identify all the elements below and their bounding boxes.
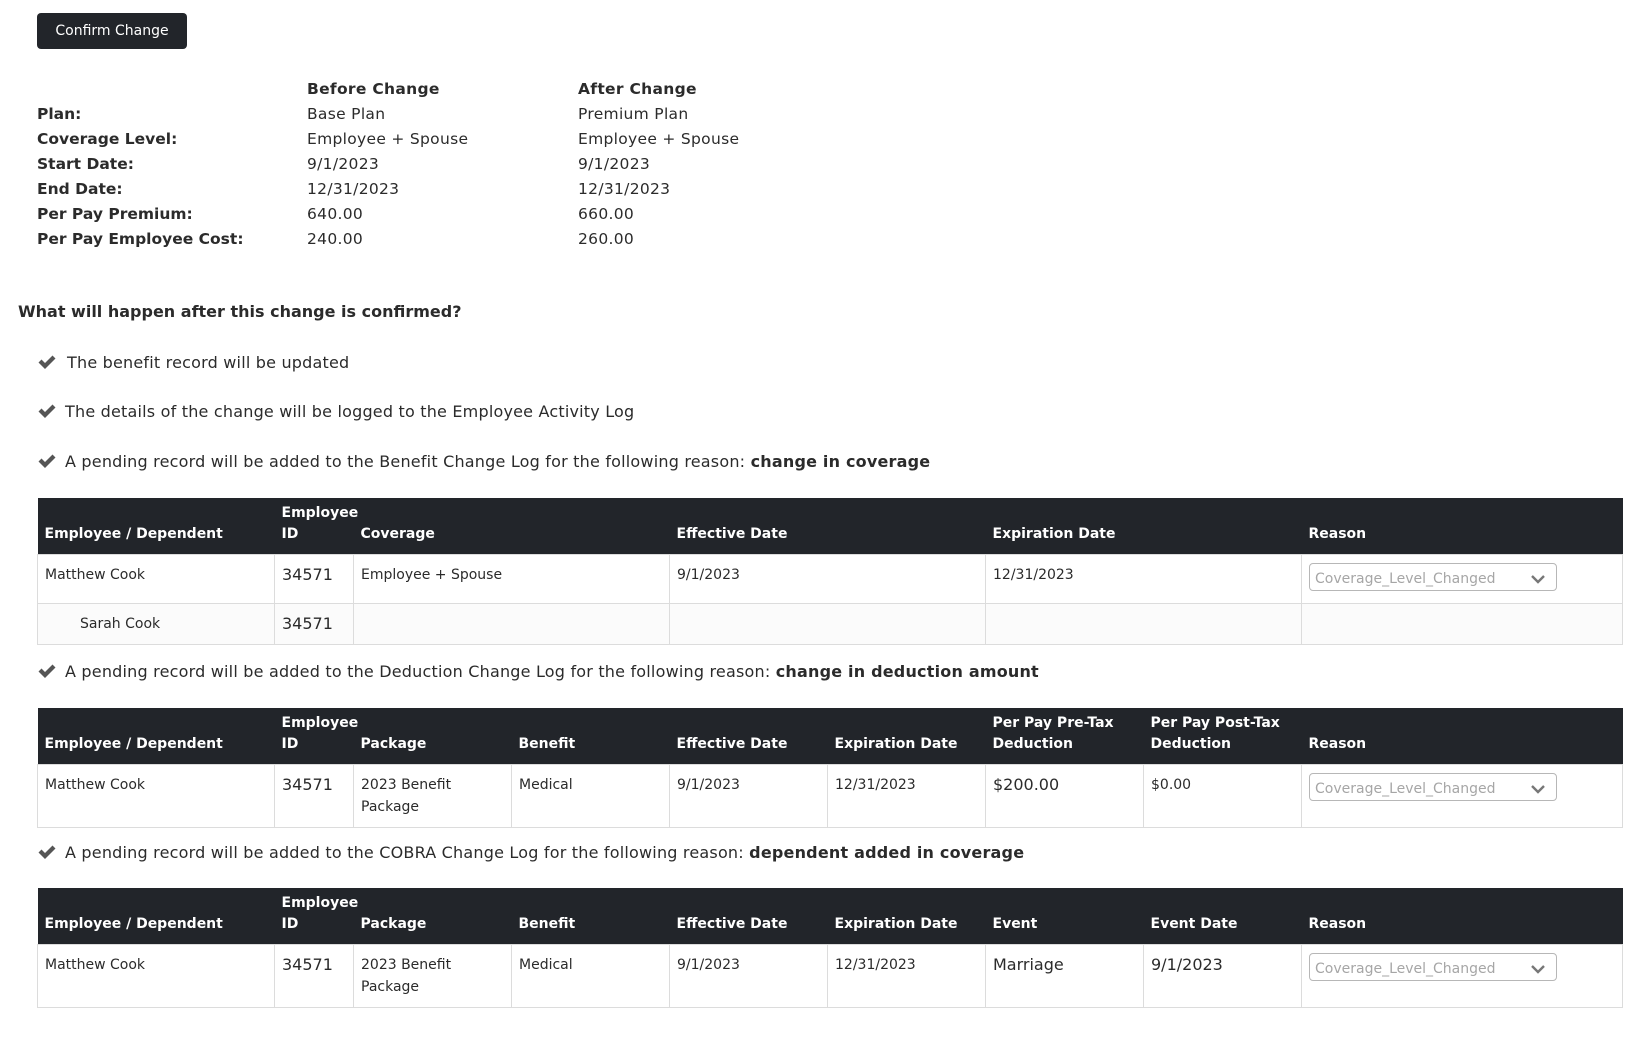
effective-date: 9/1/2023 [670,554,986,603]
effective-date: 9/1/2023 [670,944,828,1007]
posttax-deduction: $0.00 [1144,764,1302,827]
benefit-change-log-table [37,498,1623,645]
employee-name: Matthew Cook [38,554,275,603]
col-expiration-date: Expiration Date [828,708,986,764]
col-employee-dependent: Employee / Dependent [38,708,275,764]
before-value: 9/1/2023 [307,154,380,173]
expiration-date: 12/31/2023 [986,554,1302,603]
comparison-header [37,76,849,101]
employee-id: 34571 [275,554,354,603]
table-row [38,944,1623,1007]
employee-id: 34571 [275,603,354,644]
col-employee-id: Employee ID [275,498,354,554]
comparison-table [37,76,849,251]
expiration-date: 12/31/2023 [828,764,986,827]
before-value: Base Plan [307,104,386,123]
after-value: 9/1/2023 [578,154,651,173]
event-date: 9/1/2023 [1144,944,1302,1007]
benefit: Medical [512,764,670,827]
comparison-row [37,126,849,151]
chevron-down-icon [1530,780,1546,802]
row-label: End Date: [37,179,123,198]
col-effective-date: Effective Date [670,708,828,764]
check-icon [37,451,57,471]
table-row [38,554,1623,603]
col-expiration-date: Expiration Date [828,888,986,944]
note-cobra-log: A pending record will be added to the COBRA Change Log for the following reason: dependent added in coverage [37,842,1024,862]
after-value: Premium Plan [578,104,689,123]
employee-name: Matthew Cook [38,764,275,827]
check-icon [37,401,57,421]
col-reason: Reason [1302,708,1623,764]
col-package: Package [354,708,512,764]
section-question: What will happen after this change is confirmed? [18,302,462,321]
col-pretax-deduction: Per Pay Pre-Tax Deduction [986,708,1144,764]
after-value: 660.00 [578,204,635,223]
note-benefit-updated: The benefit record will be updated [37,352,349,372]
employee-id: 34571 [275,944,354,1007]
table-row [38,764,1623,827]
table-header [38,888,1623,944]
pretax-deduction: $200.00 [986,764,1144,827]
check-icon [37,661,57,681]
before-value: 12/31/2023 [307,179,400,198]
reason-select[interactable]: Coverage_Level_Changed [1309,953,1557,981]
note-activity-log: The details of the change will be logged to the Employee Activity Log [37,401,634,421]
col-employee-id: Employee ID [275,888,354,944]
table-header [38,708,1623,764]
event: Marriage [986,944,1144,1007]
col-employee-dependent: Employee / Dependent [38,888,275,944]
after-heading: After Change [578,79,697,98]
employee-name: Matthew Cook [38,944,275,1007]
row-label: Per Pay Premium: [37,204,193,223]
col-effective-date: Effective Date [670,888,828,944]
check-icon [37,352,57,372]
comparison-row [37,226,849,251]
employee-id: 34571 [275,764,354,827]
col-event: Event [986,888,1144,944]
comparison-row [37,176,849,201]
before-value: 640.00 [307,204,364,223]
row-label: Start Date: [37,154,134,173]
comparison-row [37,201,849,226]
row-label: Coverage Level: [37,129,178,148]
expiration-date: 12/31/2023 [828,944,986,1007]
col-effective-date: Effective Date [670,498,986,554]
chevron-down-icon [1530,570,1546,592]
note-deduction-log: A pending record will be added to the Deduction Change Log for the following reason: change in deduction amount [37,661,1039,681]
chevron-down-icon [1530,960,1546,982]
table-row [38,603,1623,644]
after-value: Employee + Spouse [578,129,740,148]
before-heading: Before Change [307,79,440,98]
before-value: Employee + Spouse [307,129,469,148]
reason-select[interactable]: Coverage_Level_Changed [1309,563,1557,591]
effective-date: 9/1/2023 [670,764,828,827]
col-benefit: Benefit [512,888,670,944]
coverage: Employee + Spouse [354,554,670,603]
after-value: 260.00 [578,229,635,248]
dependent-name: Sarah Cook [38,603,275,644]
table-header [38,498,1623,554]
col-benefit: Benefit [512,708,670,764]
col-reason: Reason [1302,888,1623,944]
package: 2023 Benefit Package [354,764,512,827]
col-posttax-deduction: Per Pay Post-Tax Deduction [1144,708,1302,764]
row-label: Per Pay Employee Cost: [37,229,244,248]
benefit: Medical [512,944,670,1007]
col-expiration-date: Expiration Date [986,498,1302,554]
confirm-change-button[interactable]: Confirm Change [37,13,187,49]
col-reason: Reason [1302,498,1623,554]
col-package: Package [354,888,512,944]
row-label: Plan: [37,104,82,123]
col-employee-dependent: Employee / Dependent [38,498,275,554]
deduction-change-log-table [37,708,1623,828]
comparison-row [37,151,849,176]
col-employee-id: Employee ID [275,708,354,764]
col-coverage: Coverage [354,498,670,554]
reason-select[interactable]: Coverage_Level_Changed [1309,773,1557,801]
cobra-change-log-table [37,888,1623,1008]
comparison-row [37,101,849,126]
col-event-date: Event Date [1144,888,1302,944]
check-icon [37,842,57,862]
after-value: 12/31/2023 [578,179,671,198]
package: 2023 Benefit Package [354,944,512,1007]
note-benefit-log: A pending record will be added to the Benefit Change Log for the following reason: change in coverage [37,451,930,471]
before-value: 240.00 [307,229,364,248]
